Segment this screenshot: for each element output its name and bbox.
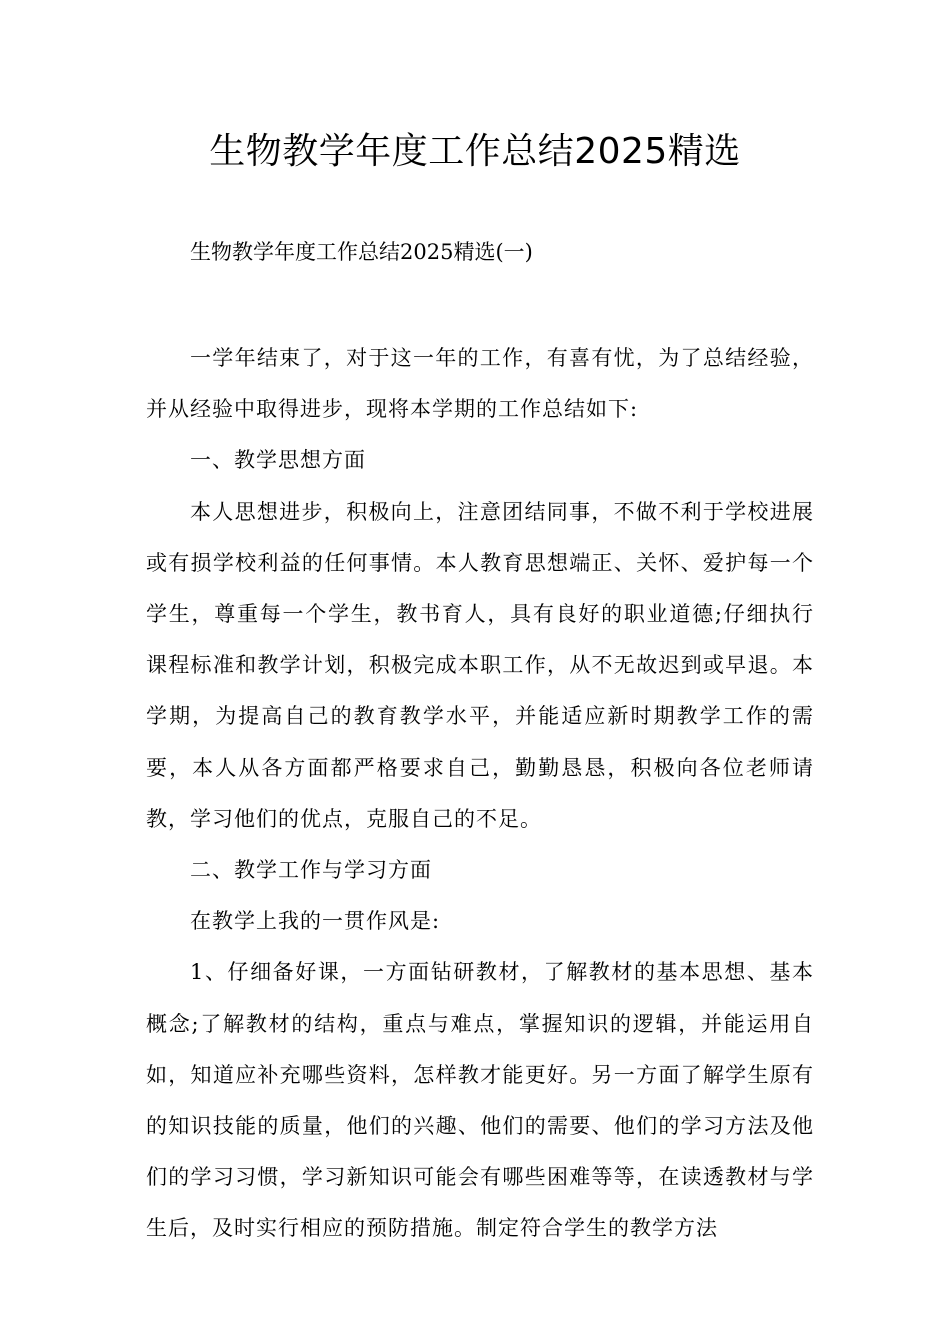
section-heading-teaching-work: 二、教学工作与学习方面	[190, 858, 432, 883]
document-body	[146, 333, 814, 1255]
document-subtitle: 生物教学年度工作总结2025精选(一)	[190, 240, 533, 264]
intro-paragraph: 一学年结束了，对于这一年的工作，有喜有忧，为了总结经验，并从经验中取得进步，现将本学期的工作总结如下:	[146, 346, 814, 422]
list-item-paragraph: 1、仔细备好课，一方面钻研教材，了解教材的基本思想、基本概念;了解教材的结构，重点与难点，掌握知识的逻辑，并能运用自如，知道应补充哪些资料，怎样教才能更好。另一方面了解学生原有的知识技能的质量，他们的兴趣、他们的需要、他们的学习方法及他们的学习习惯，学习新知识可能会有哪些困难等等，在读透教材与学生后，及时实行相应的预防措施。制定符合学生的教学方法	[146, 960, 814, 1241]
document-title: 生物教学年度工作总结2025精选	[209, 131, 741, 172]
section-heading-teaching-thought: 一、教学思想方面	[190, 448, 366, 473]
body-paragraph: 本人思想进步，积极向上，注意团结同事，不做不利于学校进展或有损学校利益的任何事情。本人教育思想端正、关怀、爱护每一个学生，尊重每一个学生，教书育人，具有良好的职业道德;仔细执行课程标准和教学计划，积极完成本职工作，从不无故迟到或早退。本学期，为提高自己的教育教学水平，并能适应新时期教学工作的需要，本人从各方面都严格要求自己，勤勤恳恳，积极向各位老师请教，学习他们的优点，克服自己的不足。	[146, 499, 814, 831]
body-paragraph: 在教学上我的一贯作风是:	[190, 909, 441, 934]
